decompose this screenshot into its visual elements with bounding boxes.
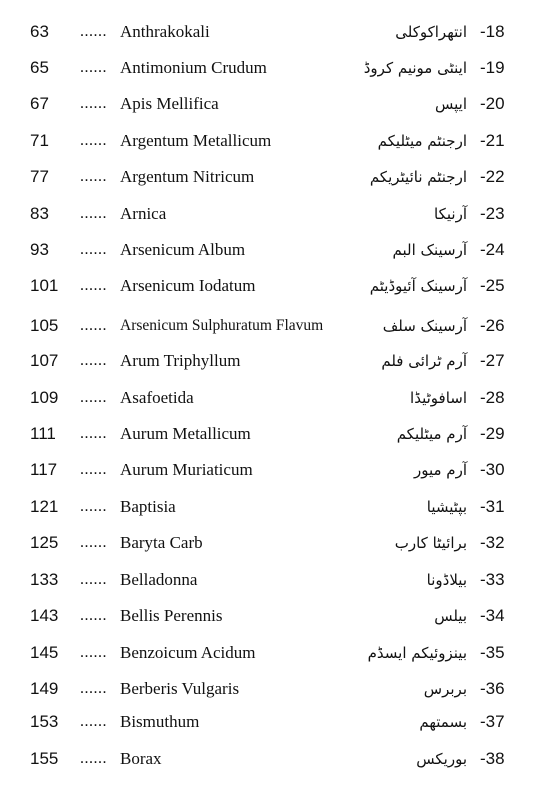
entry-number: -33 — [480, 570, 505, 589]
toc-entry — [0, 89, 557, 119]
page-number: 93 — [30, 240, 49, 259]
entry-number: -36 — [480, 679, 505, 698]
entry-number: -22 — [480, 167, 505, 186]
leader-dots: ...... — [80, 680, 107, 697]
remedy-name-latin: Aurum Metallicum — [120, 424, 251, 443]
page-number: 143 — [30, 606, 59, 625]
page-number: 71 — [30, 131, 49, 150]
page-number: 121 — [30, 497, 59, 516]
remedy-name-latin: Bismuthum — [120, 712, 200, 731]
page-number: 107 — [30, 351, 59, 370]
toc-entry — [0, 162, 557, 192]
page-number: 101 — [30, 276, 59, 295]
page-number: 65 — [30, 58, 49, 77]
remedy-name-urdu: ارجنٹم نائیٹریکم — [369, 168, 467, 186]
page-number: 109 — [30, 388, 59, 407]
remedy-name-latin: Apis Mellifica — [120, 94, 219, 113]
page-number: 145 — [30, 643, 59, 662]
remedy-name-latin: Belladonna — [120, 570, 198, 589]
entry-number: -31 — [480, 497, 505, 516]
remedy-name-urdu: بربرس — [423, 680, 467, 698]
leader-dots: ...... — [80, 241, 107, 258]
toc-entry — [0, 17, 557, 47]
remedy-name-latin: Arum Triphyllum — [120, 351, 241, 370]
leader-dots: ...... — [80, 59, 107, 76]
toc-entry — [0, 528, 557, 558]
remedy-name-urdu: آرسینک البم — [392, 241, 467, 259]
entry-number: -27 — [480, 351, 505, 370]
remedy-name-latin: Arsenicum Sulphuratum Flavum — [120, 317, 324, 334]
entry-number: -19 — [480, 58, 505, 77]
toc-entry — [0, 271, 557, 301]
leader-dots: ...... — [80, 498, 107, 515]
toc-entry — [0, 346, 557, 376]
leader-dots: ...... — [80, 750, 107, 767]
entry-number: -28 — [480, 388, 505, 407]
remedy-name-latin: Benzoicum Acidum — [120, 643, 256, 662]
remedy-name-latin: Arnica — [120, 204, 167, 223]
toc-entry — [0, 199, 557, 229]
remedy-name-urdu: آرسینک سلف — [382, 317, 467, 335]
leader-dots: ...... — [80, 23, 107, 40]
leader-dots: ...... — [80, 132, 107, 149]
entry-number: -26 — [480, 316, 505, 335]
entry-number: -20 — [480, 94, 505, 113]
leader-dots: ...... — [80, 425, 107, 442]
entry-number: -23 — [480, 204, 505, 223]
remedy-name-latin: Aurum Muriaticum — [120, 460, 253, 479]
page-number: 153 — [30, 712, 59, 731]
entry-number: -34 — [480, 606, 505, 625]
entry-number: -24 — [480, 240, 505, 259]
remedy-name-urdu: بسمتھم — [419, 713, 467, 731]
leader-dots: ...... — [80, 461, 107, 478]
leader-dots: ...... — [80, 607, 107, 624]
remedy-name-urdu: بینزوئیکم ایسڈم — [367, 644, 467, 662]
toc-entry — [0, 565, 557, 595]
remedy-name-urdu: انتھراکوکلی — [395, 23, 467, 41]
remedy-name-latin: Anthrakokali — [120, 22, 210, 41]
page-number: 111 — [30, 424, 56, 443]
page-number: 155 — [30, 749, 59, 768]
toc-entry — [0, 383, 557, 413]
toc-entry — [0, 601, 557, 631]
entry-number: -32 — [480, 533, 505, 552]
toc-entry — [0, 492, 557, 522]
toc-entry — [0, 53, 557, 83]
remedy-name-urdu: بپٹیشیا — [426, 498, 467, 516]
leader-dots: ...... — [80, 168, 107, 185]
page-number: 105 — [30, 316, 59, 335]
page-number: 63 — [30, 22, 49, 41]
remedy-name-urdu: آرسینک آئیوڈیٹم — [369, 277, 467, 295]
remedy-name-urdu: ایپس — [435, 95, 467, 113]
leader-dots: ...... — [80, 571, 107, 588]
leader-dots: ...... — [80, 205, 107, 222]
entry-number: -25 — [480, 276, 505, 295]
toc-entry — [0, 311, 557, 341]
remedy-name-urdu: آرم میٹلیکم — [396, 425, 467, 443]
page-number: 67 — [30, 94, 49, 113]
leader-dots: ...... — [80, 277, 107, 294]
leader-dots: ...... — [80, 534, 107, 551]
toc-entry — [0, 235, 557, 265]
page-number: 77 — [30, 167, 49, 186]
remedy-name-latin: Bellis Perennis — [120, 606, 223, 625]
remedy-name-urdu: بوریکس — [416, 750, 467, 768]
page-number: 133 — [30, 570, 59, 589]
entry-number: -21 — [480, 131, 505, 150]
leader-dots: ...... — [80, 644, 107, 661]
remedy-name-urdu: آرم میور — [413, 461, 467, 479]
leader-dots: ...... — [80, 389, 107, 406]
toc-entry — [0, 455, 557, 485]
entry-number: -37 — [480, 712, 505, 731]
toc-entry — [0, 674, 557, 704]
toc-entry — [0, 638, 557, 668]
entry-number: -29 — [480, 424, 505, 443]
remedy-name-latin: Arsenicum Album — [120, 240, 246, 259]
remedy-name-urdu: بیلاڈونا — [426, 571, 467, 589]
remedy-name-latin: Antimonium Crudum — [120, 58, 267, 77]
entry-number: -38 — [480, 749, 505, 768]
page-number: 117 — [30, 460, 58, 479]
leader-dots: ...... — [80, 317, 107, 334]
entry-number: -18 — [480, 22, 505, 41]
remedy-name-urdu: برائیٹا کارب — [394, 534, 467, 552]
remedy-name-latin: Argentum Nitricum — [120, 167, 255, 186]
remedy-name-urdu: ارجنٹم میٹلیکم — [377, 132, 467, 150]
toc-entry — [0, 744, 557, 774]
remedy-name-latin: Berberis Vulgaris — [120, 679, 240, 698]
remedy-name-latin: Baptisia — [120, 497, 176, 516]
remedy-name-latin: Baryta Carb — [120, 533, 203, 552]
entry-number: -35 — [480, 643, 505, 662]
toc-entry — [0, 707, 557, 737]
remedy-name-urdu: اسافوٹیڈا — [410, 389, 467, 407]
remedy-name-urdu: اینٹی مونیم کروڈ — [363, 59, 467, 77]
remedy-name-latin: Borax — [120, 749, 162, 768]
leader-dots: ...... — [80, 95, 107, 112]
remedy-name-latin: Arsenicum Iodatum — [120, 276, 256, 295]
remedy-name-urdu: آرم ٹرائی فلم — [381, 352, 467, 370]
toc-entry — [0, 126, 557, 156]
remedy-name-latin: Asafoetida — [120, 388, 194, 407]
remedy-name-latin: Argentum Metallicum — [120, 131, 272, 150]
toc-entry — [0, 419, 557, 449]
remedy-name-urdu: بیلس — [434, 607, 467, 625]
page-number: 83 — [30, 204, 49, 223]
leader-dots: ...... — [80, 352, 107, 369]
page-number: 125 — [30, 533, 59, 552]
remedy-name-urdu: آرنیکا — [434, 205, 467, 223]
page-number: 149 — [30, 679, 59, 698]
entry-number: -30 — [480, 460, 505, 479]
leader-dots: ...... — [80, 713, 107, 730]
